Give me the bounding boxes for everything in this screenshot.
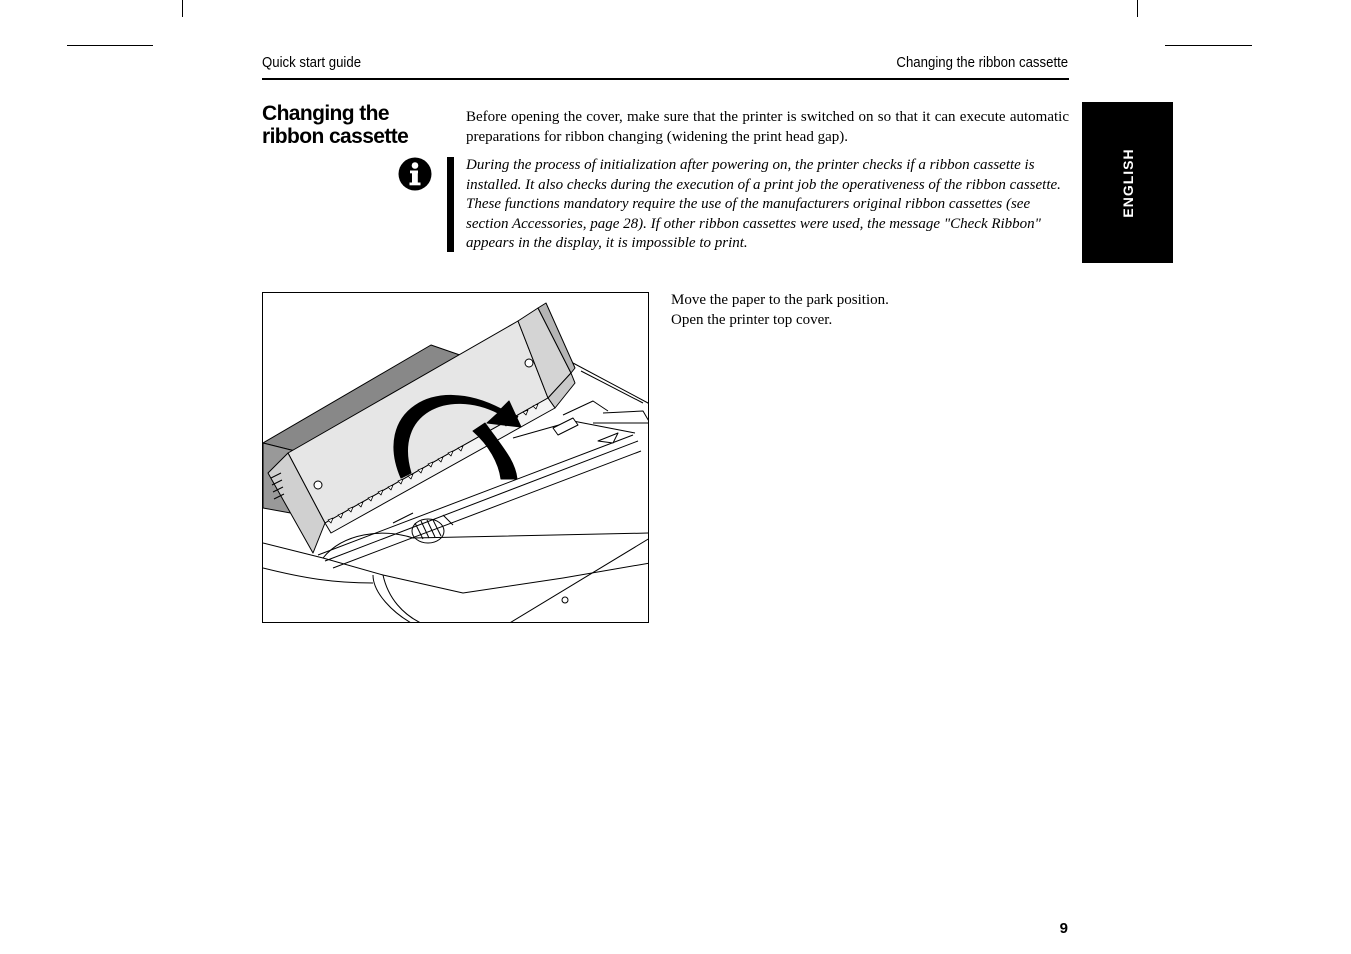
intro-paragraph: Before opening the cover, make sure that the printer is switched on so that it can execute automatic preparations for ribbon changing (widening the print head gap).	[466, 109, 1069, 145]
language-tab-label: ENGLISH	[1119, 147, 1136, 218]
running-header-right: Changing the ribbon cassette	[896, 54, 1068, 71]
section-title-line-2: ribbon cassette	[262, 125, 409, 148]
step-line-2: Open the printer top cover.	[671, 311, 833, 328]
section-title-line-1: Changing the	[262, 102, 389, 125]
printer-illustration	[262, 292, 649, 623]
step-line-1: Move the paper to the park position.	[671, 292, 889, 308]
crop-mark-right	[1165, 45, 1252, 46]
language-tab	[1082, 102, 1173, 263]
crop-mark-top-right	[1137, 0, 1138, 17]
note-bar	[447, 157, 454, 252]
running-header-left: Quick start guide	[262, 54, 362, 71]
crop-mark-left	[67, 45, 153, 46]
section-title	[262, 102, 442, 148]
page-number: 9	[1059, 920, 1068, 937]
info-note: During the process of initialization after powering on, the printer checks if a ribbon cassette is installed. It also checks during the execution of a print job the operativeness of the ribbon cassette. These functions mandatory require the use of the manufacturers original ribbon cassettes (see section Accessories, page 28). If other ribbon cassettes were used, the message "Check Ribbon" appears in the display, it is impossible to print.	[466, 157, 1061, 251]
header-rule	[262, 78, 1069, 80]
step-instructions	[671, 291, 1051, 330]
info-icon	[398, 157, 432, 191]
crop-mark-top-left	[182, 0, 183, 17]
